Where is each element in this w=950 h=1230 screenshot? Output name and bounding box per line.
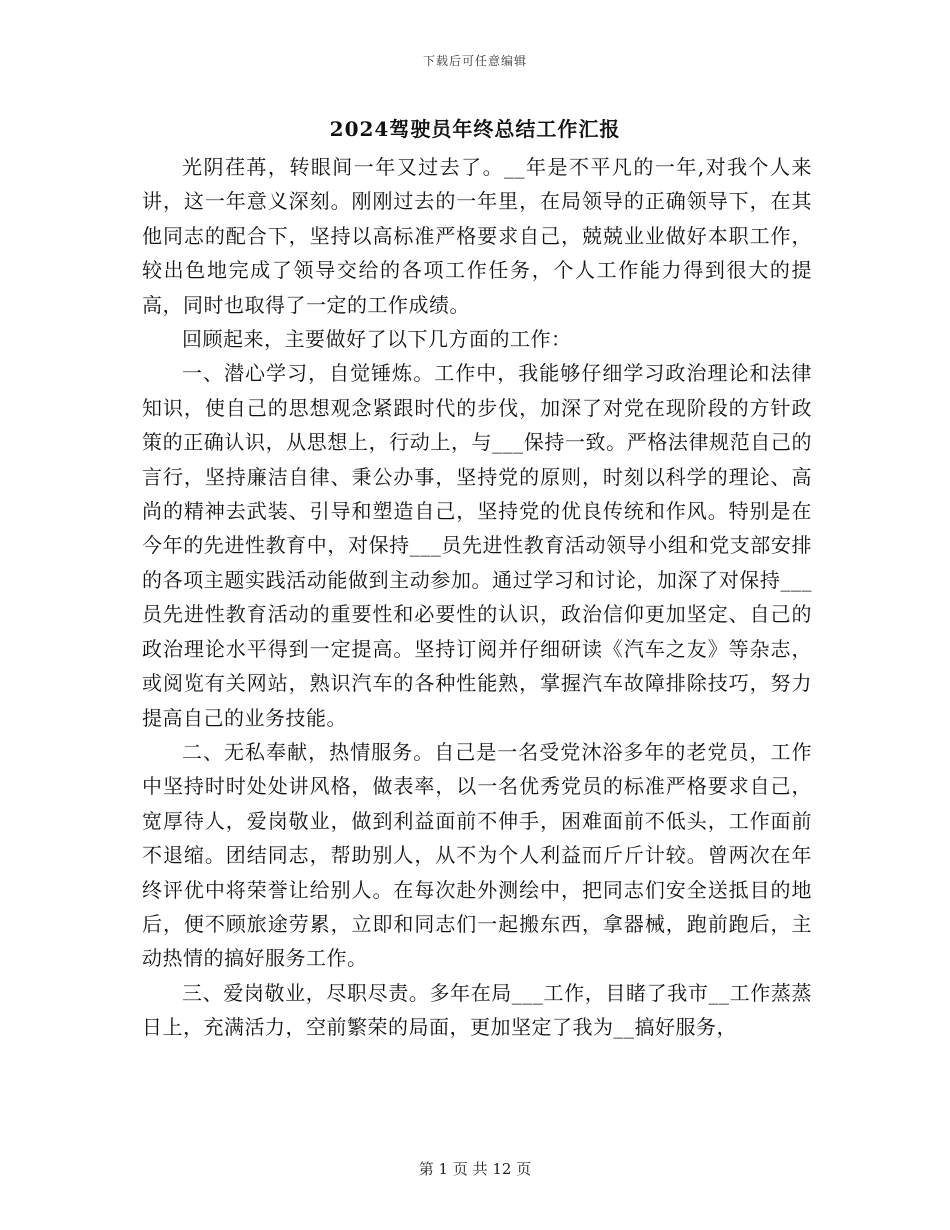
paragraph-review: 回顾起来，主要做好了以下几方面的工作： xyxy=(182,327,572,352)
document-title: 2024驾驶员年终总结工作汇报 xyxy=(329,117,621,141)
header-note: 下载后可任意编辑 xyxy=(422,54,527,68)
paragraph-section-1: 一、潜心学习，自觉锤炼。工作中，我能够仔细学习政治理论和法律知识，使自己的思想观念紧跟时代的步伐，加深了对党在现阶段的方针政策的正确认识，从思想上，行动上，与___保持一致。严格法律规范自己的言行，坚持廉洁自律、秉公办事，坚持党的原则，时刻以科学的理论、高尚的精神去武装、引导和塑造自己，坚持党的优良传统和作风。特别是在今年的先进性教育中，对保持___员先进性教育活动领导小组和党支部安排的各项主题实践活动能做到主动参加。通过学习和讨论，加深了对保持___员先进性教育活动的重要性和必要性的认识，政治信仰更加坚定、自己的政治理论水平得到一定提高。坚持订阅并仔细研读《汽车之友》等杂志，或阅览有关网站，熟识汽车的各种性能熟，掌握汽车故障排除技巧，努力提高自己的业务技能。 xyxy=(142,361,812,730)
paragraph-section-3: 三、爱岗敬业，尽职尽责。多年在局___工作，目睹了我市__工作蒸蒸日上，充满活力，空前繁荣的局面，更加坚定了我为__搞好服务， xyxy=(142,980,812,1040)
document-body xyxy=(142,150,812,1045)
paragraph-intro: 光阴荏苒，转眼间一年又过去了。__年是不平凡的一年,对我个人来讲，这一年意义深刻。刚刚过去的一年里，在局领导的正确领导下，在其他同志的配合下，坚持以高标准严格要求自己，兢兢业业做好本职工作，较出色地完成了领导交给的各项工作任务，个人工作能力得到很大的提高，同时也取得了一定的工作成绩。 xyxy=(142,155,812,317)
paragraph-section-2: 二、无私奉献，热情服务。自己是一名受党沐浴多年的老党员，工作中坚持时时处处讲风格，做表率，以一名优秀党员的标准严格要求自己，宽厚待人，爱岗敬业，做到利益面前不伸手，困难面前不低头，工作面前不退缩。团结同志，帮助别人，从不为个人利益而斤斤计较。曾两次在年终评优中将荣誉让给别人。在每次赴外测绘中，把同志们安全送抵目的地后，便不顾旅途劳累，立即和同志们一起搬东西，拿器械，跑前跑后，主动热情的搞好服务工作。 xyxy=(142,739,812,971)
page-number-footer: 第 1 页 共 12 页 xyxy=(418,1160,532,1178)
